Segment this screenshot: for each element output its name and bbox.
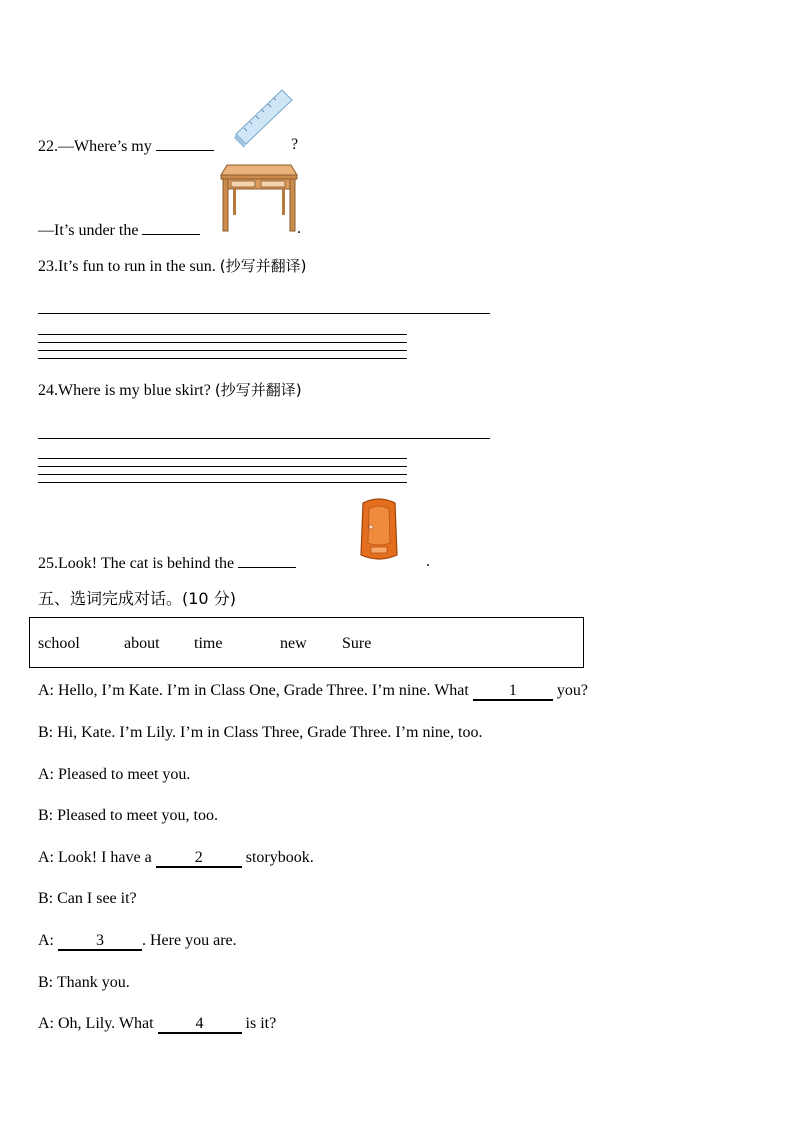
answer-blank-1[interactable]: 1 (473, 682, 553, 701)
q22-period: . (297, 220, 301, 237)
q22-line2-text: —It’s under the (38, 222, 139, 239)
q24-instruction: (抄写并翻译) (214, 381, 302, 399)
dialogue-text: you? (556, 682, 588, 699)
dialogue-line (38, 1015, 276, 1034)
q23-instruction: (抄写并翻译) (219, 257, 307, 275)
word-bank-item: Sure (342, 635, 372, 652)
q25-sentence: 25.Look! The cat is behind the (38, 555, 235, 572)
word-bank-item: about (124, 635, 160, 652)
dialogue-line (38, 682, 588, 701)
section-title: 五、选词完成对话。(10 分) (38, 589, 236, 608)
dialogue-text: is it? (245, 1015, 277, 1032)
ruler-icon (232, 88, 294, 150)
q25-period: . (426, 553, 430, 570)
writing-line (38, 458, 407, 459)
writing-line (38, 466, 407, 467)
answer-blank-2[interactable]: 2 (156, 849, 242, 868)
q22-line1 (38, 136, 214, 156)
writing-line (38, 474, 407, 475)
dialogue-text: A: Hello, I’m Kate. I’m in Class One, Grade Three. I’m nine. What (38, 682, 469, 699)
q24-sentence: 24.Where is my blue skirt? (38, 382, 211, 399)
word-bank-item: time (194, 635, 223, 652)
door-icon (357, 497, 401, 563)
q23-prompt (38, 255, 306, 276)
dialogue-line: A: Pleased to meet you. (38, 766, 191, 783)
writing-line (38, 350, 407, 351)
dialogue-line: B: Can I see it? (38, 890, 137, 907)
desk-icon (219, 161, 299, 233)
dialogue-text: A: (38, 932, 54, 949)
dialogue-text: . Here you are. (142, 932, 237, 949)
writing-line (38, 482, 407, 483)
word-bank-box (29, 617, 584, 668)
writing-line (38, 334, 407, 335)
dialogue-line: B: Pleased to meet you, too. (38, 807, 218, 824)
dialogue-line: B: Thank you. (38, 974, 130, 991)
copy-line[interactable] (38, 313, 490, 314)
copy-line[interactable] (38, 438, 490, 439)
word-bank-item: new (280, 635, 307, 652)
q23-sentence: 23.It’s fun to run in the sun. (38, 258, 216, 275)
writing-line (38, 342, 407, 343)
q25-line (38, 553, 296, 573)
dialogue-line: B: Hi, Kate. I’m Lily. I’m in Class Three, Grade Three. I’m nine, too. (38, 724, 483, 741)
answer-blank[interactable] (238, 553, 296, 568)
word-bank-item: school (38, 635, 80, 652)
dialogue-line (38, 849, 314, 868)
answer-blank[interactable] (156, 136, 214, 151)
dialogue-text: A: Oh, Lily. What (38, 1015, 154, 1032)
dialogue-text: A: Look! I have a (38, 849, 152, 866)
q24-prompt (38, 379, 302, 400)
q22-question-mark: ? (291, 136, 299, 153)
q22-line2 (38, 220, 200, 240)
dialogue-text: storybook. (245, 849, 314, 866)
answer-blank-4[interactable]: 4 (158, 1015, 242, 1034)
dialogue-line (38, 932, 237, 951)
answer-blank-3[interactable]: 3 (58, 932, 142, 951)
writing-line (38, 358, 407, 359)
q22-line1-text: 22.—Where’s my (38, 138, 152, 155)
answer-blank[interactable] (142, 220, 200, 235)
